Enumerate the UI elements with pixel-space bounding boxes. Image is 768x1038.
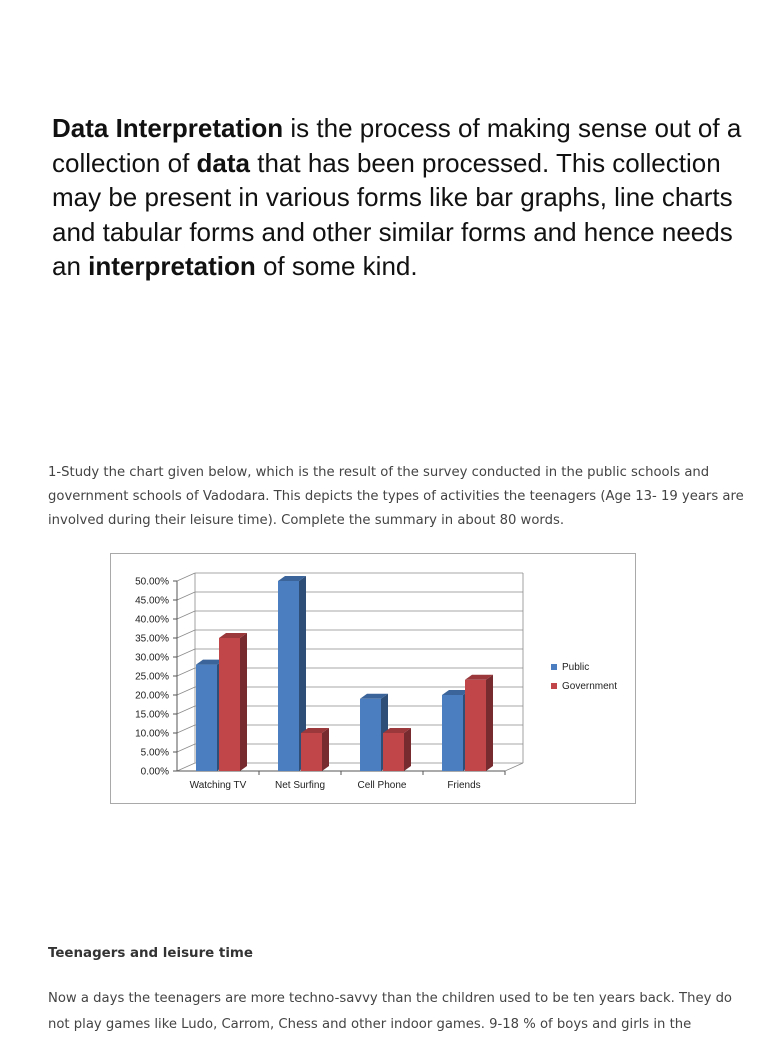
intro-paragraph bbox=[52, 111, 752, 284]
bar-chart-svg bbox=[111, 554, 637, 805]
x-tick-label-net-surfing: Net Surfing bbox=[274, 780, 326, 791]
bar-front bbox=[278, 581, 299, 771]
bar-front bbox=[219, 638, 240, 771]
question-text: 1-Study the chart given below, which is the result of the survey conducted in the public schools and government schools of Vadodara. This depicts the types of activities the teenagers (Age 13- 19 years are involved during their leisure time). Complete the summary in about 80 words. bbox=[48, 465, 744, 528]
intro-text-1: is the process of making sense out of a collection of bbox=[52, 113, 742, 178]
bar-government-cell-phone bbox=[383, 728, 411, 771]
floor-edge bbox=[505, 763, 523, 771]
side-gridline bbox=[177, 725, 195, 733]
x-tick-label-friends: Friends bbox=[447, 780, 481, 791]
legend-label-public: Public bbox=[562, 662, 590, 673]
bar-front bbox=[465, 680, 486, 771]
x-tick-label-cell-phone: Cell Phone bbox=[357, 780, 407, 791]
bar-side bbox=[322, 728, 329, 771]
bar-side bbox=[404, 728, 411, 771]
y-tick-label: 30.00% bbox=[135, 652, 169, 664]
y-tick-label: 5.00% bbox=[140, 747, 169, 759]
side-gridline bbox=[177, 763, 195, 771]
intro-term-data-interpretation: Data Interpretation bbox=[52, 113, 284, 143]
side-gridline bbox=[177, 687, 195, 695]
bar-front bbox=[383, 733, 404, 771]
intro-text-3: of some kind. bbox=[255, 251, 418, 281]
x-tick-label-watching-tv: Watching TV bbox=[189, 780, 247, 791]
bar-side bbox=[486, 675, 493, 771]
side-gridline bbox=[177, 611, 195, 619]
side-gridline bbox=[177, 706, 195, 714]
side-gridline bbox=[177, 630, 195, 638]
section-title: Teenagers and leisure time bbox=[48, 946, 253, 961]
y-tick-label: 15.00% bbox=[135, 709, 169, 721]
legend-label-government: Government bbox=[562, 681, 618, 692]
legend-swatch-public bbox=[551, 664, 557, 670]
y-tick-label: 45.00% bbox=[135, 595, 169, 607]
side-gridline bbox=[177, 744, 195, 752]
body-paragraph: Now a days the teenagers are more techno-savvy than the children used to be ten years back. They do not play games like Ludo, Carrom, Chess and other indoor games. 9-18 % of boys and girls in the bbox=[48, 991, 733, 1032]
bar-front bbox=[196, 665, 217, 771]
intro-text-2: that has been processed. This collection may be present in various forms like bar graphs, line charts and tabular forms and other similar forms and hence needs an bbox=[52, 147, 733, 281]
intro-term-data: data bbox=[196, 147, 250, 178]
y-tick-label: 0.00% bbox=[140, 766, 169, 778]
legend-swatch-government bbox=[551, 683, 557, 689]
y-tick-label: 50.00% bbox=[135, 576, 169, 588]
bar-front bbox=[301, 733, 322, 771]
bar-government-net-surfing bbox=[301, 728, 329, 771]
bar-chart bbox=[110, 553, 636, 804]
side-gridline bbox=[177, 592, 195, 600]
y-tick-label: 40.00% bbox=[135, 614, 169, 626]
bar-front bbox=[442, 695, 463, 771]
intro-term-interpretation: interpretation bbox=[88, 251, 256, 281]
bar-front bbox=[360, 699, 381, 771]
chart-legend bbox=[551, 662, 617, 692]
side-gridline bbox=[177, 668, 195, 676]
bar-side bbox=[240, 633, 247, 771]
side-gridline bbox=[177, 649, 195, 657]
side-gridline bbox=[177, 573, 195, 581]
y-tick-label: 20.00% bbox=[135, 690, 169, 702]
bar-government-friends bbox=[465, 675, 493, 771]
bar-government-watching-tv bbox=[219, 633, 247, 771]
chart-bars bbox=[196, 576, 493, 771]
y-tick-label: 10.00% bbox=[135, 728, 169, 740]
y-tick-label: 35.00% bbox=[135, 633, 169, 645]
y-tick-label: 25.00% bbox=[135, 671, 169, 683]
